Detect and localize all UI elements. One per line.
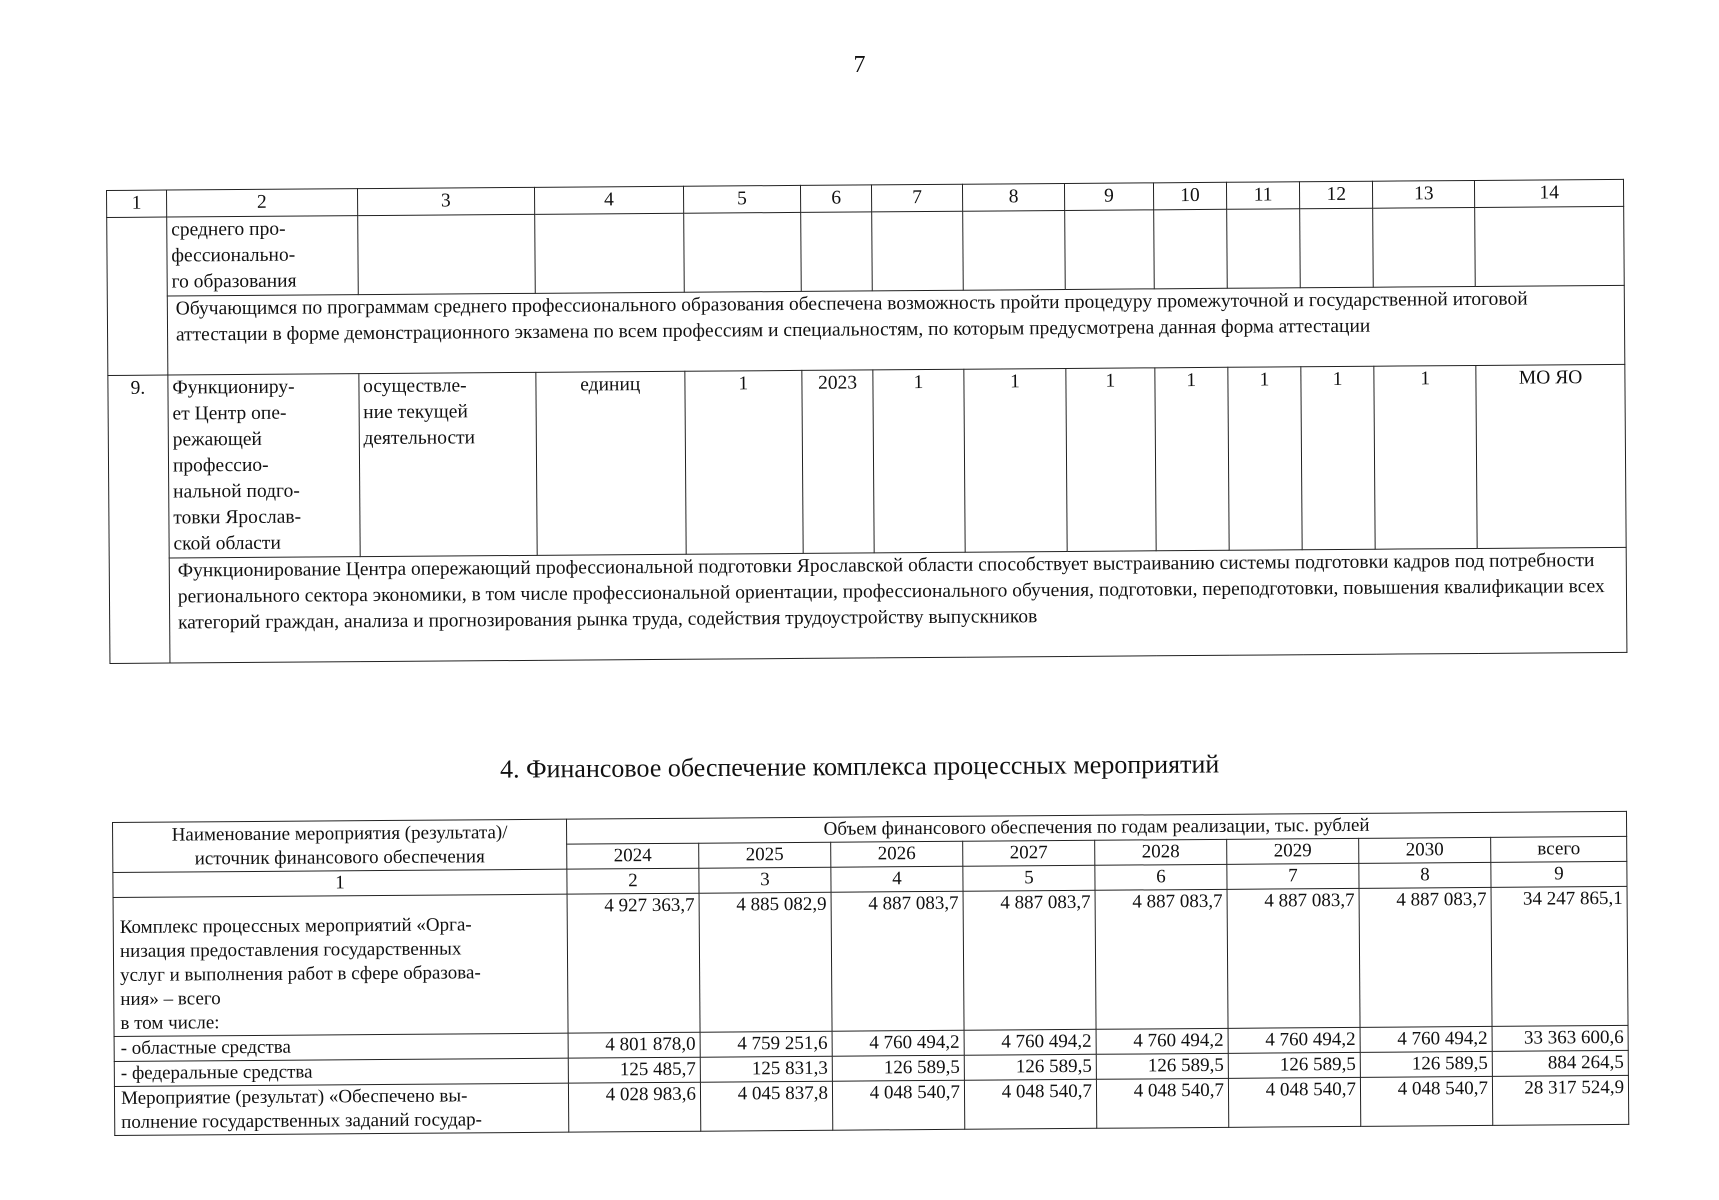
- indicators-col-num: 6: [801, 185, 872, 213]
- value-cell: 4 048 540,7: [964, 1079, 1096, 1129]
- indicator-name: Функциониру- ет Центр опе- режающей профессио- нальной подго- товки Ярослав- ской области: [168, 374, 360, 558]
- row-number: 9.: [108, 375, 170, 663]
- column-number: 6: [1095, 864, 1227, 890]
- indicator-base-value: 1: [684, 370, 803, 554]
- name-column-header: Наименование мероприятия (результата)/ источник финансового обеспечения: [113, 819, 567, 872]
- value-cell: 4 927 363,7: [567, 893, 700, 1033]
- indicator-description: Обучающимся по программам среднего профессионального образования обеспечена возможность пройти процедуру промежуточной и государственной итоговой аттестации в форме демонстрационного экзамена по всем профессиям и специальностям, по которым предусмотрена данная форма аттестации: [167, 285, 1625, 375]
- table-row: [108, 364, 1626, 558]
- row-label: Мероприятие (результат) «Обеспечено вы- полнение государственных заданий государ-: [114, 1083, 568, 1135]
- indicator-value-2028: 1: [1228, 367, 1303, 551]
- value-cell: 4 760 494,2: [1228, 1027, 1360, 1053]
- value-cell: 4 048 540,7: [1096, 1078, 1228, 1128]
- row-label: - федеральные средства: [114, 1058, 568, 1086]
- column-number: 5: [963, 865, 1095, 891]
- row-label: - областные средства: [114, 1033, 568, 1061]
- column-number: 9: [1491, 861, 1627, 887]
- indicator-unit: единиц: [536, 371, 686, 555]
- value-cell: 126 589,5: [1360, 1051, 1492, 1077]
- value-cell: 4 760 494,2: [1096, 1028, 1228, 1054]
- value-cell: 4 887 083,7: [963, 890, 1096, 1030]
- indicators-col-num: 10: [1153, 182, 1226, 210]
- value-cell: 4 760 494,2: [832, 1030, 964, 1056]
- value-cell: 4 048 540,7: [1228, 1077, 1360, 1127]
- indicators-col-num: 8: [963, 183, 1065, 211]
- indicator-name: среднего про- фессионально- го образования: [167, 216, 358, 296]
- indicator-value-2025: 1: [964, 368, 1067, 552]
- value-cell: 4 887 083,7: [1095, 889, 1228, 1029]
- value-cell: 4 887 083,7: [1227, 888, 1360, 1028]
- total-cell: 33 363 600,6: [1492, 1025, 1628, 1051]
- column-number: 1: [113, 869, 567, 897]
- indicator-value-2027: 1: [1155, 367, 1230, 551]
- total-header: всего: [1491, 836, 1627, 862]
- value-cell: 4 801 878,0: [568, 1032, 700, 1058]
- value-cell: 126 589,5: [832, 1055, 964, 1081]
- indicators-col-num: 12: [1300, 181, 1373, 209]
- value-cell: 4 759 251,6: [700, 1031, 832, 1057]
- year-header: 2029: [1227, 838, 1359, 864]
- column-number: 2: [567, 868, 699, 894]
- indicator-value-2029: 1: [1301, 366, 1376, 550]
- indicator-responsible: МО ЯО: [1476, 364, 1626, 548]
- value-cell: 4 048 540,7: [832, 1080, 964, 1130]
- year-header: 2024: [567, 843, 699, 869]
- indicators-col-num: 13: [1373, 180, 1475, 208]
- column-number: 8: [1359, 862, 1491, 888]
- value-cell: 126 589,5: [1096, 1053, 1228, 1079]
- total-cell: 884 264,5: [1492, 1050, 1628, 1076]
- indicators-col-num: 11: [1226, 182, 1299, 210]
- total-cell: 34 247 865,1: [1491, 886, 1628, 1026]
- row-label: Комплекс процессных мероприятий «Орга- низация предоставления государственных услуг и выполнения работ в сфере образова- ния» – всего в том числе:: [113, 894, 568, 1036]
- indicators-col-num: 14: [1475, 179, 1624, 207]
- value-cell: 4 760 494,2: [964, 1029, 1096, 1055]
- value-cell: 4 760 494,2: [1360, 1026, 1492, 1052]
- column-number: 7: [1227, 863, 1359, 889]
- value-cell: 126 589,5: [1228, 1052, 1360, 1078]
- year-header: 2025: [699, 842, 831, 868]
- section-title: 4. Финансовое обеспечение комплекса процессных мероприятий: [499, 749, 1220, 784]
- indicators-col-num: 2: [166, 189, 357, 217]
- indicator-value-2030: 1: [1374, 365, 1477, 549]
- indicators-col-num: 4: [535, 186, 684, 214]
- value-cell: 4 887 083,7: [831, 891, 964, 1031]
- table-row: [109, 547, 1627, 663]
- indicators-col-num: 1: [107, 190, 167, 217]
- value-cell: 126 589,5: [964, 1054, 1096, 1080]
- year-header: 2026: [831, 841, 963, 867]
- value-cell: 125 485,7: [568, 1057, 700, 1083]
- indicator-value-2024: 1: [873, 369, 965, 553]
- column-number: 4: [831, 866, 963, 892]
- year-header: 2028: [1095, 839, 1227, 865]
- year-header: 2030: [1359, 837, 1491, 863]
- table-row: [107, 285, 1625, 375]
- value-cell: 4 048 540,7: [1360, 1076, 1492, 1126]
- indicators-col-num: 5: [683, 185, 801, 213]
- value-cell: 4 887 083,7: [1359, 887, 1492, 1027]
- indicators-col-num: 9: [1065, 183, 1154, 211]
- indicator-description: Функционирование Центра опережающий профессиональной подготовки Ярославской области способствует выстраиванию системы подготовки кадров под потребности регионального сектора экономики, в том числе профессиональной ориентации, профессионального обучения, подготовки, переподготовки, повышения квалификации всех категорий граждан, анализа и прогнозирования рынка труда, содействия трудоустройству выпускников: [169, 547, 1627, 663]
- table-row: [113, 886, 1628, 1036]
- table-row: [114, 1075, 1628, 1135]
- indicators-col-num: 7: [872, 184, 963, 212]
- indicator-base-year: 2023: [802, 370, 874, 554]
- column-number: 3: [699, 867, 831, 893]
- financing-table: [112, 811, 1629, 1136]
- volume-header: Объем финансового обеспечения по годам реализации, тыс. рублей: [566, 811, 1626, 844]
- indicator-value-2026: 1: [1066, 368, 1156, 552]
- total-cell: 28 317 524,9: [1492, 1075, 1628, 1125]
- value-cell: 4 885 082,9: [699, 892, 832, 1032]
- year-header: 2027: [963, 840, 1095, 866]
- value-cell: 4 045 837,8: [700, 1081, 832, 1131]
- indicators-col-num: 3: [357, 187, 535, 215]
- value-cell: 4 028 983,6: [568, 1082, 700, 1132]
- row-number-cell: [107, 217, 168, 375]
- indicator-type: осуществле- ние текущей деятельности: [358, 372, 537, 556]
- value-cell: 125 831,3: [700, 1056, 832, 1082]
- indicators-table: [106, 179, 1627, 664]
- table-row: [107, 206, 1625, 296]
- page-number: 7: [853, 52, 866, 78]
